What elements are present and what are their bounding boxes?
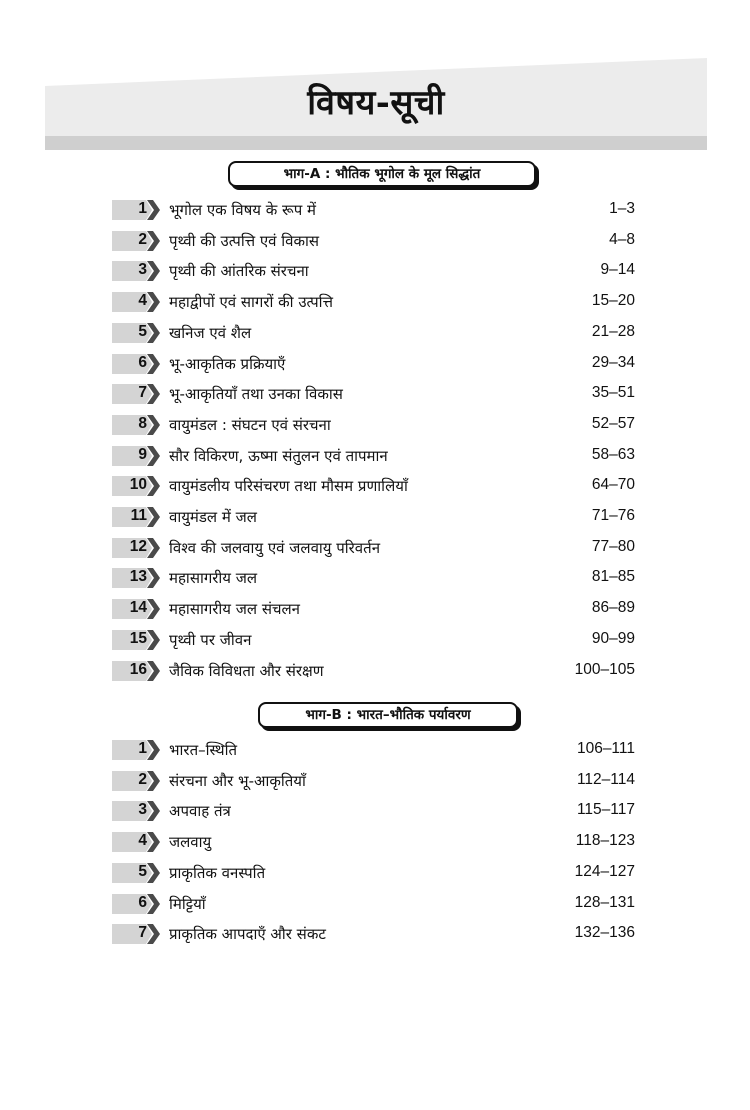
chapter-pages: 106–111 bbox=[576, 740, 635, 757]
toc-row[interactable] bbox=[112, 830, 635, 854]
chapter-number-marker bbox=[112, 628, 168, 652]
chapter-number: 4 bbox=[138, 832, 147, 850]
chapter-pages: 52–57 bbox=[591, 414, 635, 432]
chapter-pages: 9–14 bbox=[600, 261, 635, 279]
toc-row[interactable] bbox=[112, 922, 635, 946]
chapter-title[interactable]: अपवाह तंत्र bbox=[169, 802, 231, 821]
chapter-number: 13 bbox=[129, 568, 147, 586]
chapter-number-marker bbox=[112, 830, 168, 854]
chapter-pages: 81–85 bbox=[591, 568, 635, 586]
chapter-number: 6 bbox=[138, 893, 147, 911]
toc-row[interactable] bbox=[112, 321, 635, 345]
chapter-number: 2 bbox=[138, 770, 147, 788]
chapter-pages: 118–123 bbox=[575, 832, 635, 850]
chapter-number: 10 bbox=[129, 476, 147, 494]
chapter-pages: 77–80 bbox=[591, 537, 635, 555]
chapter-number: 1 bbox=[138, 740, 147, 757]
chapter-number-marker bbox=[112, 474, 168, 498]
chapter-title[interactable]: सौर विकिरण, ऊष्मा संतुलन एवं तापमान bbox=[169, 446, 388, 465]
chapter-title[interactable]: विश्व की जलवायु एवं जलवायु परिवर्तन bbox=[169, 538, 381, 557]
chapter-title[interactable]: संरचना और भू-आकृतियाँ bbox=[169, 771, 306, 790]
toc-row[interactable] bbox=[112, 413, 635, 437]
chapter-title[interactable]: भू-आकृतिक प्रक्रियाएँ bbox=[169, 354, 286, 373]
chapter-number: 5 bbox=[138, 862, 147, 880]
chapter-number-marker bbox=[112, 566, 168, 590]
chapter-pages: 115–117 bbox=[576, 801, 635, 819]
chapter-number: 7 bbox=[138, 924, 147, 942]
chapter-pages: 112–114 bbox=[576, 770, 635, 788]
toc-row[interactable] bbox=[112, 259, 635, 283]
chapter-number-marker bbox=[112, 861, 168, 885]
part-b-header: भाग-B : भारत–भौतिक पर्यावरण bbox=[258, 702, 518, 728]
chapter-number: 15 bbox=[129, 629, 147, 647]
chapter-number: 2 bbox=[138, 230, 147, 248]
toc-row[interactable] bbox=[112, 505, 635, 529]
chapter-pages: 35–51 bbox=[591, 384, 635, 402]
chapter-title[interactable]: जैविक विविधता और संरक्षण bbox=[169, 661, 324, 680]
chapter-title[interactable]: महासागरीय जल bbox=[169, 569, 258, 588]
chapter-number-marker bbox=[112, 505, 168, 529]
page-title: विषय-सूची bbox=[307, 83, 445, 123]
chapter-number: 16 bbox=[129, 660, 147, 678]
chapter-title[interactable]: खनिज एवं शैल bbox=[169, 323, 252, 342]
chapter-number-marker bbox=[112, 382, 168, 406]
chapter-number: 1 bbox=[138, 200, 147, 217]
toc-row[interactable] bbox=[112, 597, 635, 621]
toc-row[interactable] bbox=[112, 444, 635, 468]
chapter-number: 3 bbox=[138, 801, 147, 819]
chapter-pages: 90–99 bbox=[591, 629, 635, 647]
chapter-pages: 71–76 bbox=[591, 507, 635, 524]
chapter-pages: 29–34 bbox=[591, 353, 635, 371]
chapter-pages: 1–3 bbox=[609, 200, 635, 217]
chapter-title[interactable]: मिट्टियाँ bbox=[169, 894, 206, 913]
chapter-pages: 4–8 bbox=[609, 230, 635, 248]
toc-row[interactable] bbox=[112, 628, 635, 652]
chapter-number-marker bbox=[112, 799, 168, 823]
chapter-pages: 100–105 bbox=[574, 660, 635, 678]
chapter-title[interactable]: प्राकृतिक वनस्पति bbox=[169, 863, 266, 882]
chapter-title[interactable]: प्राकृतिक आपदाएँ और संकट bbox=[169, 925, 326, 944]
chapter-number: 4 bbox=[138, 292, 147, 310]
toc-row[interactable] bbox=[112, 892, 635, 916]
chapter-number: 9 bbox=[138, 445, 147, 463]
chapter-number-marker bbox=[112, 198, 168, 222]
toc-row[interactable] bbox=[112, 659, 635, 683]
toc-row[interactable] bbox=[112, 738, 635, 762]
chapter-title[interactable]: भूगोल एक विषय के रूप में bbox=[169, 201, 316, 219]
chapter-title[interactable]: भारत–स्थिति bbox=[169, 741, 238, 759]
chapter-title[interactable]: वायुमंडल : संघटन एवं संरचना bbox=[169, 415, 331, 434]
toc-row[interactable] bbox=[112, 474, 635, 498]
toc-row[interactable] bbox=[112, 352, 635, 376]
chapter-number-marker bbox=[112, 922, 168, 946]
chapter-title[interactable]: पृथ्वी पर जीवन bbox=[169, 630, 252, 649]
chapter-number-marker bbox=[112, 352, 168, 376]
chapter-number: 5 bbox=[138, 322, 147, 340]
toc-row[interactable] bbox=[112, 769, 635, 793]
chapter-title[interactable]: वायुमंडलीय परिसंचरण तथा मौसम प्रणालियाँ bbox=[169, 477, 408, 496]
chapter-title[interactable]: महासागरीय जल संचलन bbox=[169, 600, 301, 619]
chapter-number-marker bbox=[112, 413, 168, 437]
chapter-number: 11 bbox=[130, 507, 147, 524]
chapter-pages: 15–20 bbox=[591, 292, 635, 310]
chapter-number-marker bbox=[112, 597, 168, 621]
chapter-title[interactable]: भू-आकृतियाँ तथा उनका विकास bbox=[169, 385, 343, 404]
chapter-number-marker bbox=[112, 738, 168, 762]
chapter-number: 3 bbox=[138, 261, 147, 279]
chapter-title[interactable]: महाद्वीपों एवं सागरों की उत्पत्ति bbox=[169, 293, 333, 312]
chapter-number-marker bbox=[112, 444, 168, 468]
chapter-number-marker bbox=[112, 769, 168, 793]
chapter-title[interactable]: पृथ्वी की आंतरिक संरचना bbox=[169, 262, 309, 281]
chapter-title[interactable]: वायुमंडल में जल bbox=[169, 508, 257, 526]
toc-row[interactable] bbox=[112, 536, 635, 560]
chapter-number-marker bbox=[112, 229, 168, 253]
chapter-number: 6 bbox=[138, 353, 147, 371]
chapter-number-marker bbox=[112, 892, 168, 916]
toc-row[interactable] bbox=[112, 566, 635, 590]
chapter-title[interactable]: पृथ्वी की उत्पत्ति एवं विकास bbox=[169, 231, 320, 250]
toc-row[interactable] bbox=[112, 382, 635, 406]
chapter-number: 12 bbox=[129, 537, 147, 555]
chapter-pages: 86–89 bbox=[591, 599, 635, 617]
chapter-number-marker bbox=[112, 536, 168, 560]
title-banner bbox=[45, 58, 707, 150]
chapter-number: 8 bbox=[138, 414, 147, 432]
part-a-header: भाग-A : भौतिक भूगोल के मूल सिद्धांत bbox=[228, 161, 536, 187]
chapter-title[interactable]: जलवायु bbox=[169, 833, 212, 852]
toc-row[interactable] bbox=[112, 861, 635, 885]
chapter-number-marker bbox=[112, 290, 168, 314]
chapter-number: 7 bbox=[138, 384, 147, 402]
chapter-number-marker bbox=[112, 259, 168, 283]
chapter-pages: 128–131 bbox=[574, 893, 635, 911]
chapter-pages: 124–127 bbox=[574, 862, 635, 880]
chapter-pages: 58–63 bbox=[591, 445, 635, 463]
toc-row[interactable] bbox=[112, 198, 635, 222]
chapter-pages: 21–28 bbox=[591, 322, 635, 340]
chapter-pages: 64–70 bbox=[591, 476, 635, 494]
toc-row[interactable] bbox=[112, 229, 635, 253]
toc-row[interactable] bbox=[112, 290, 635, 314]
toc-row[interactable] bbox=[112, 799, 635, 823]
chapter-number-marker bbox=[112, 321, 168, 345]
chapter-number-marker bbox=[112, 659, 168, 683]
chapter-pages: 132–136 bbox=[574, 924, 635, 942]
chapter-number: 14 bbox=[129, 599, 147, 617]
